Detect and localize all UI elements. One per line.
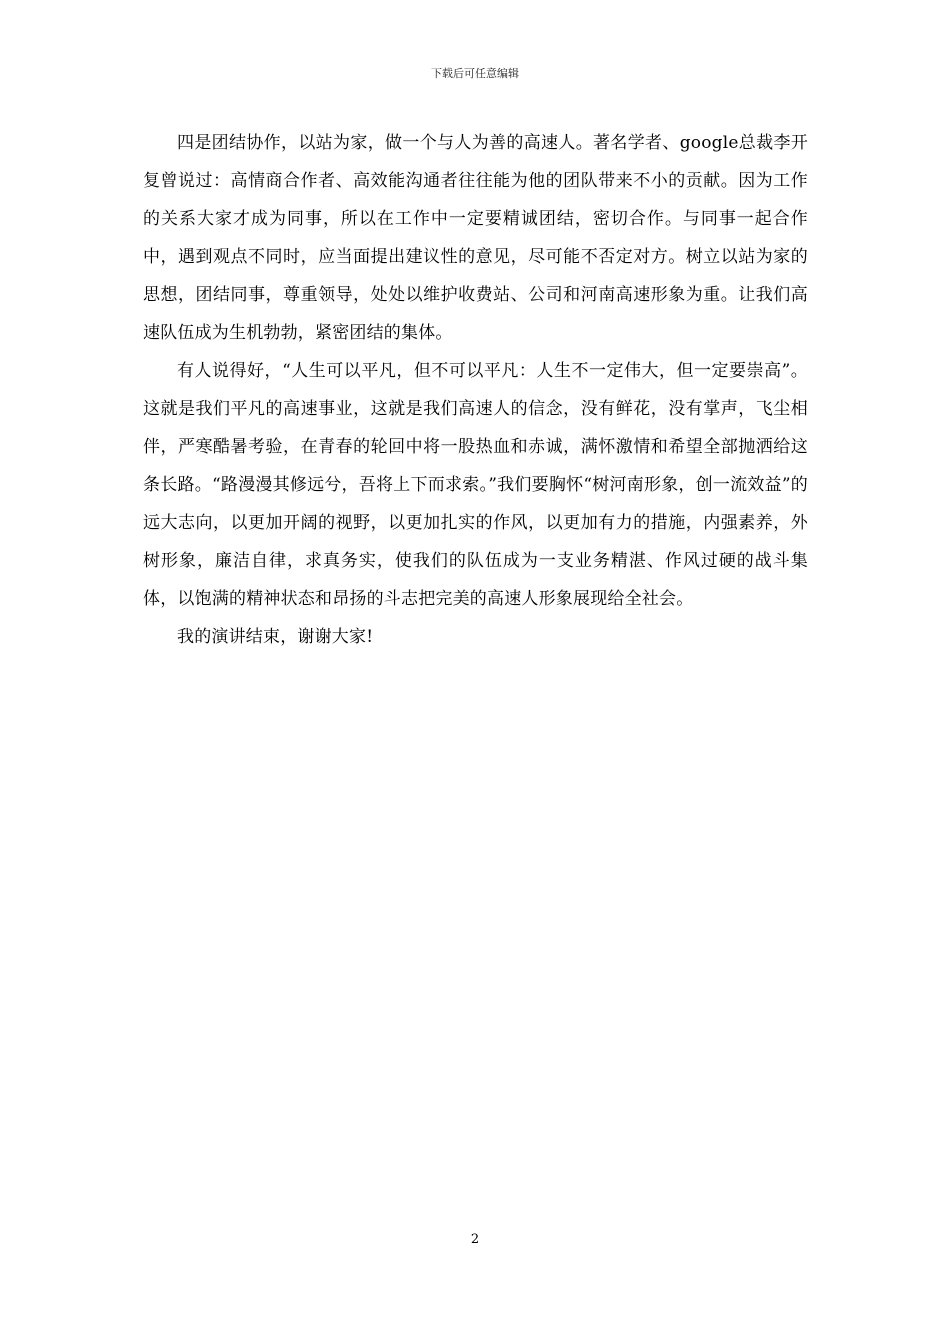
page-number: 2 xyxy=(470,1232,480,1247)
paragraph-ordinary-career: 有人说得好，“人生可以平凡，但不可以平凡：人生不一定伟大，但一定要崇高”。这就是我们平凡的高速事业，这就是我们高速人的信念，没有鲜花，没有掌声，飞尘相伴，严寒酷暑考验，在青春的轮回中将一股热血和赤诚，满怀激情和希望全部抛洒给这条长路。“路漫漫其修远兮，吾将上下而求索。”我们要胸怀“树河南形象，创一流效益”的远大志向，以更加开阔的视野，以更加扎实的作风，以更加有力的措施，内强素养，外树形象，廉洁自律，求真务实，使我们的队伍成为一支业务精湛、作风过硬的战斗集体，以饱满的精神状态和昂扬的斗志把完美的高速人形象展现给全社会。 xyxy=(143,361,808,609)
paragraph-teamwork: 四是团结协作，以站为家，做一个与人为善的高速人。著名学者、google总裁李开复曾说过：高情商合作者、高效能沟通者往往能为他的团队带来不小的贡献。因为工作的关系大家才成为同事，所以在工作中一定要精诚团结，密切合作。与同事一起合作中，遇到观点不同时，应当面提出建议性的意见，尽可能不否定对方。树立以站为家的思想，团结同事，尊重领导，处处以维护收费站、公司和河南高速形象为重。让我们高速队伍成为生机勃勃，紧密团结的集体。 xyxy=(143,133,808,343)
document-body xyxy=(143,124,808,656)
paragraph-closing: 我的演讲结束，谢谢大家! xyxy=(177,627,374,647)
page-header: 下载后可任意编辑 xyxy=(431,67,519,80)
